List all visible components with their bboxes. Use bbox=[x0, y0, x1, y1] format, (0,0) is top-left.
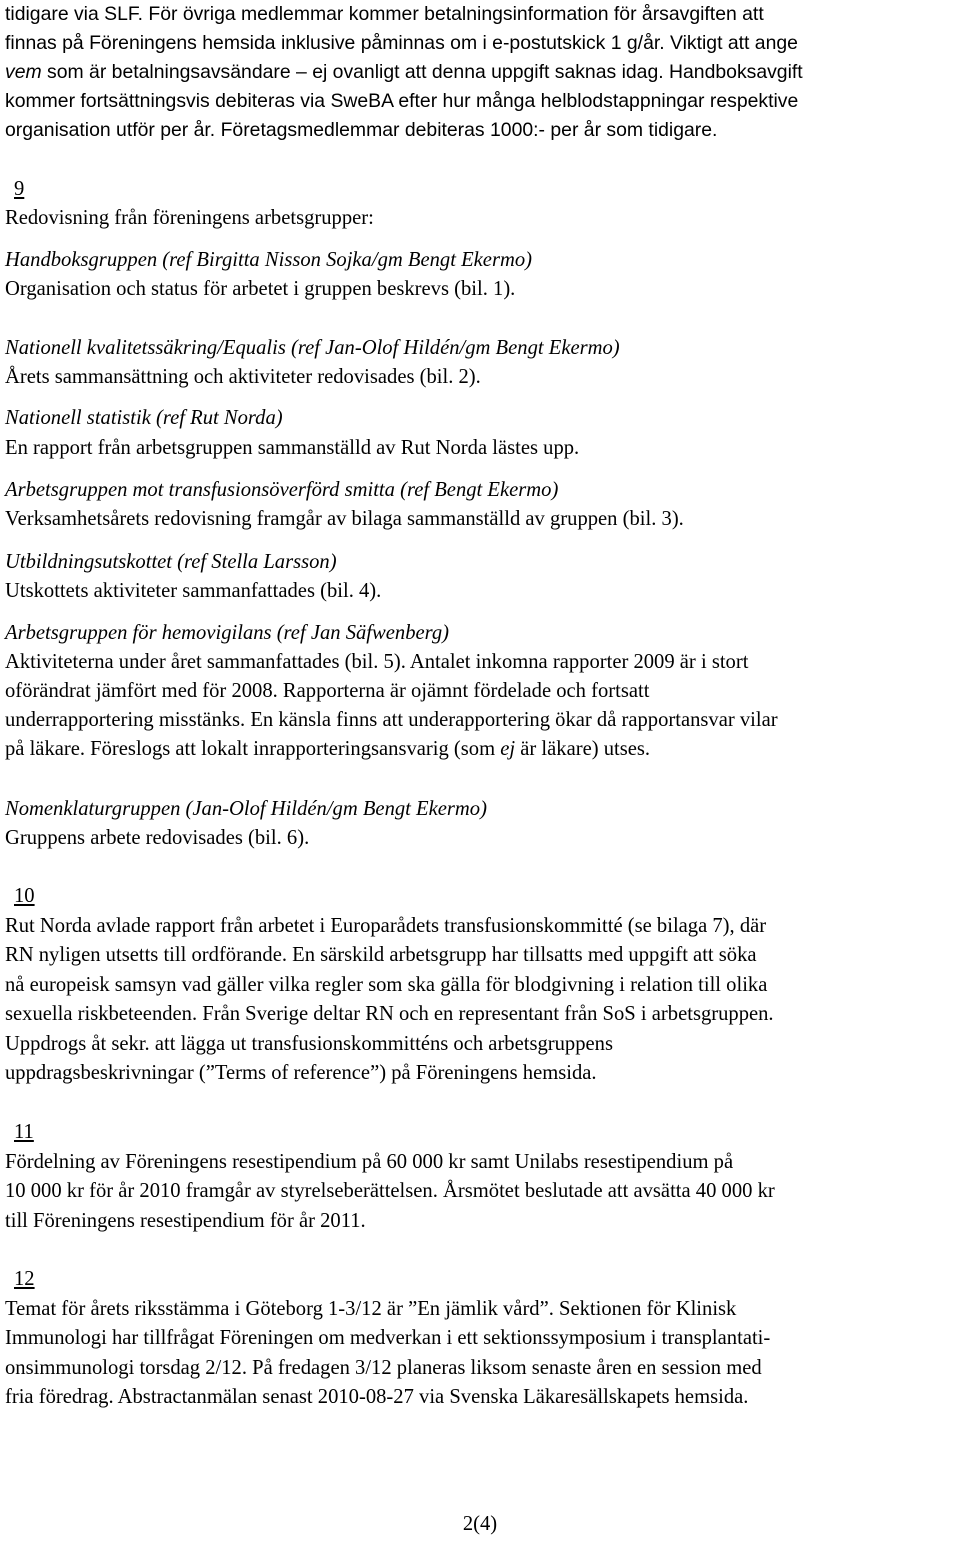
hemovigilans-line-4a: på läkare. Föreslogs att lokalt inrapporteringsansvarig (som bbox=[5, 738, 501, 760]
section-9-intro: Redovisning från föreningens arbetsgrupper: bbox=[5, 207, 374, 229]
page-number: 2(4) bbox=[462, 1513, 498, 1535]
group-handbok-text: Organisation och status för arbetet i gruppen beskrevs (bil. 1). bbox=[5, 278, 516, 300]
group-statistik-text: En rapport från arbetsgruppen sammanställd av Rut Norda lästes upp. bbox=[5, 437, 580, 459]
group-hemovigilans-line-1: Aktiviteterna under året sammanfattades (bil. 5). Antalet inkomna rapporter 2009 är i stort bbox=[5, 651, 749, 673]
intro-emphasis: vem bbox=[5, 61, 42, 83]
section-12-line-1: Temat för årets riksstämma i Göteborg 1-3/12 är ”En jämlik vård”. Sektionen för Klinisk bbox=[5, 1298, 737, 1320]
intro-line-2: finnas på Föreningens hemsida inklusive påminnas om i e-postutskick 1 g/år. Viktigt att ange bbox=[5, 32, 798, 54]
group-hemovigilans-line-4 bbox=[5, 735, 650, 764]
section-11-line-3: till Föreningens resestipendium för år 2011. bbox=[5, 1210, 366, 1232]
group-statistik-title: Nationell statistik (ref Rut Norda) bbox=[5, 407, 283, 429]
group-utbildning-text: Utskottets aktiviteter sammanfattades (bil. 4). bbox=[5, 580, 382, 602]
group-smitta-title: Arbetsgruppen mot transfusionsöverförd smitta (ref Bengt Ekermo) bbox=[5, 479, 559, 501]
group-smitta-text: Verksamhetsårets redovisning framgår av bilaga sammanställd av gruppen (bil. 3). bbox=[5, 508, 684, 530]
group-equalis-text: Årets sammansättning och aktiviteter redovisades (bil. 2). bbox=[5, 366, 481, 388]
section-11-line-2: 10 000 kr för år 2010 framgår av styrelseberättelsen. Årsmötet beslutade att avsätta 40 000 kr bbox=[5, 1180, 775, 1202]
intro-line-1: tidigare via SLF. För övriga medlemmar kommer betalningsinformation för årsavgiften att bbox=[5, 3, 764, 25]
section-11-heading: 11 bbox=[14, 1121, 34, 1143]
section-11-line-1: Fördelning av Föreningens resestipendium på 60 000 kr samt Unilabs resestipendium på bbox=[5, 1151, 734, 1173]
group-utbildning-title: Utbildningsutskottet (ref Stella Larsson) bbox=[5, 551, 337, 573]
group-nomenklatur-title: Nomenklaturgruppen (Jan-Olof Hildén/gm Bengt Ekermo) bbox=[5, 798, 487, 820]
section-12-heading: 12 bbox=[14, 1268, 35, 1290]
section-10-line-2: RN nyligen utsetts till ordförande. En särskild arbetsgrupp har tillsatts med uppgift att söka bbox=[5, 944, 757, 966]
section-10-line-4: sexuella riskbeteenden. Från Sverige deltar RN och en representant från SoS i arbetsgruppen. bbox=[5, 1003, 774, 1025]
section-12-line-4: fria föredrag. Abstractanmälan senast 2010-08-27 via Svenska Läkaresällskapets hemsida. bbox=[5, 1386, 749, 1408]
group-handbok-title: Handboksgruppen (ref Birgitta Nisson Sojka/gm Bengt Ekermo) bbox=[5, 249, 532, 271]
intro-line-5: organisation utför per år. Företagsmedlemmar debiteras 1000:- per år som tidigare. bbox=[5, 119, 718, 141]
group-nomenklatur-text: Gruppens arbete redovisades (bil. 6). bbox=[5, 827, 310, 849]
section-10-line-6: uppdragsbeskrivningar (”Terms of reference”) på Föreningens hemsida. bbox=[5, 1062, 597, 1084]
section-10-line-3: nå europeisk samsyn vad gäller vilka regler som ska gälla för blodgivning i relation till olika bbox=[5, 974, 768, 996]
section-10-line-5: Uppdrogs åt sekr. att lägga ut transfusionskommitténs och arbetsgruppens bbox=[5, 1033, 613, 1055]
section-12-line-2: Immunologi har tillfrågat Föreningen om medverkan i ett sektionssymposium i transplantati- bbox=[5, 1327, 771, 1349]
intro-line-3-text: som är betalningsavsändare – ej ovanligt att denna uppgift saknas idag. Handboksavgift bbox=[41, 61, 803, 83]
hemovigilans-emphasis: ej bbox=[500, 738, 516, 760]
hemovigilans-line-4b: är läkare) utses. bbox=[515, 738, 651, 760]
section-12-line-3: onsimmunologi torsdag 2/12. På fredagen 3/12 planeras liksom senaste åren en session med bbox=[5, 1357, 762, 1379]
section-9-heading: 9 bbox=[14, 178, 25, 200]
group-equalis-title: Nationell kvalitetssäkring/Equalis (ref Jan-Olof Hildén/gm Bengt Ekermo) bbox=[5, 337, 620, 359]
section-10-heading: 10 bbox=[14, 885, 35, 907]
group-hemovigilans-title: Arbetsgruppen för hemovigilans (ref Jan Säfwenberg) bbox=[5, 622, 450, 644]
group-hemovigilans-line-3: underrapportering misstänks. En känsla finns att underapportering ökar då rapportansvar vilar bbox=[5, 709, 778, 731]
intro-line-3 bbox=[5, 58, 803, 87]
intro-line-4: kommer fortsättningsvis debiteras via SweBA efter hur många helblodstappningar respektive bbox=[5, 90, 799, 112]
group-hemovigilans-line-2: oförändrat jämfört med för 2008. Rapporterna är ojämnt fördelade och fortsatt bbox=[5, 680, 650, 702]
section-10-line-1: Rut Norda avlade rapport från arbetet i Europarådets transfusionskommitté (se bilaga 7), där bbox=[5, 915, 767, 937]
